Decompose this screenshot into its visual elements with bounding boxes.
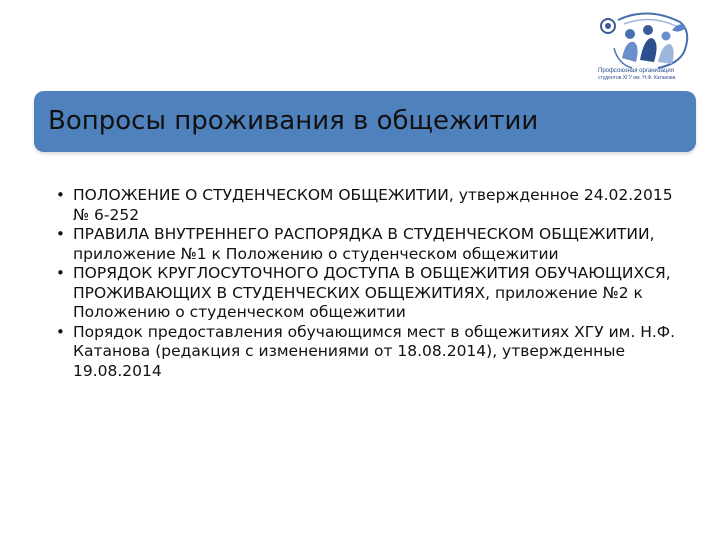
logo-caption-line2: студентов ХГУ им. Н.Ф. Катанова <box>598 75 676 81</box>
bullet-marker: • <box>56 186 65 204</box>
bullet-marker: • <box>56 225 65 243</box>
list-item-text: ПОЛОЖЕНИЕ О СТУДЕНЧЕСКОМ ОБЩЕЖИТИИ, утвержденное 24.02.2015 № 6-252 <box>73 186 673 224</box>
list-item <box>52 323 692 382</box>
list-item-text: ПОРЯДОК КРУГЛОСУТОЧНОГО ДОСТУПА В ОБЩЕЖИТИЯ ОБУЧАЮЩИХСЯ, ПРОЖИВАЮЩИХ В СТУДЕНЧЕСКИХ ОБЩЕЖИТИЯХ, приложение №2 к Положению о студенческом общежитии <box>73 264 671 321</box>
slide-content <box>52 186 692 381</box>
list-item-text: Порядок предоставления обучающимся мест в общежитиях ХГУ им. Н.Ф. Катанова (редакция с изменениями от 18.08.2014), утвержденные 19.08.2014 <box>73 322 676 380</box>
list-item <box>52 225 692 264</box>
slide-title: Вопросы проживания в общежитии <box>48 106 539 136</box>
list-item-text: ПРАВИЛА ВНУТРЕННЕГО РАСПОРЯДКА В СТУДЕНЧЕСКОМ ОБЩЕЖИТИИ, приложение №1 к Положению о студенческом общежитии <box>73 225 655 263</box>
logo-caption-line1: Профсоюзная организация <box>598 68 675 74</box>
logo-caption <box>598 68 694 82</box>
list-item <box>52 264 692 323</box>
bullet-marker: • <box>56 264 65 282</box>
list-item <box>52 186 692 225</box>
bullet-marker: • <box>56 322 65 341</box>
bullet-list <box>52 186 692 381</box>
